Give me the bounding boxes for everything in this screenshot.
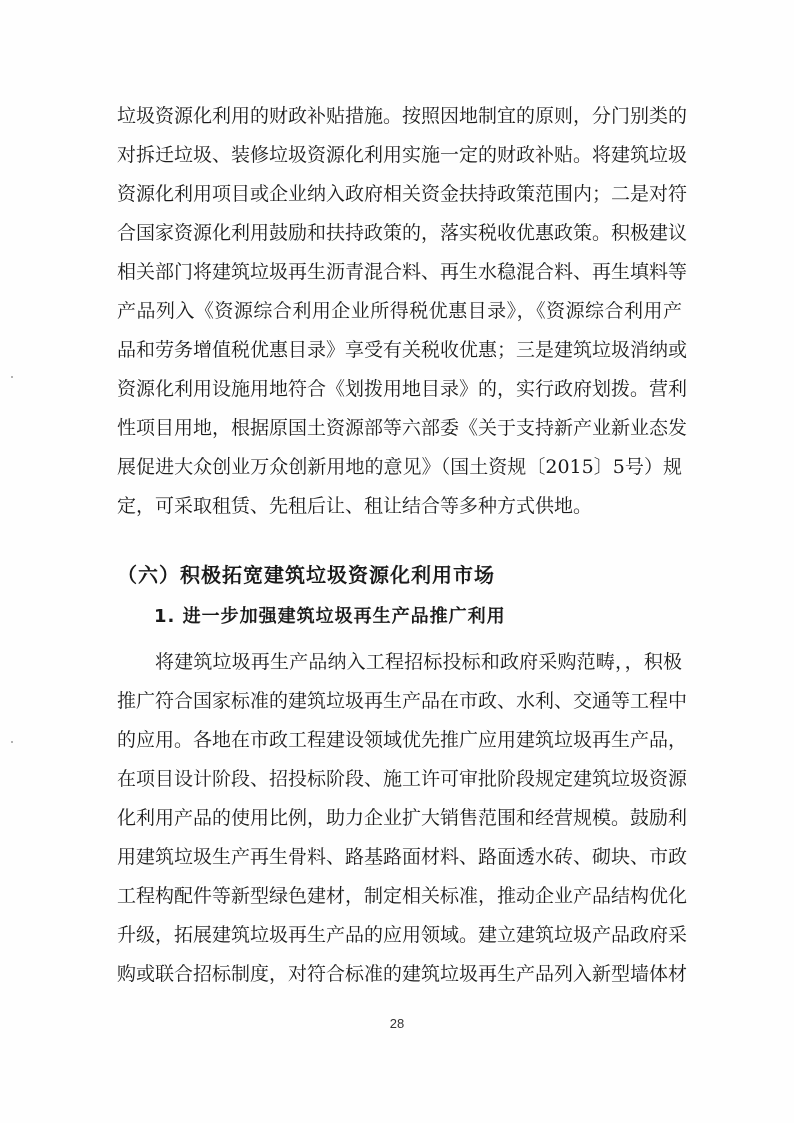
text-line: 合国家资源化利用鼓励和扶持政策的，落实税收优惠政策。积极建议 [117,222,688,244]
paragraph-1 [117,97,688,526]
text-line: 品和劳务增值税优惠目录》享受有关税收优惠；三是建筑垃圾消纳或 [117,339,688,361]
text-line: 用建筑垃圾生产再生骨料、路基路面材料、路面透水砖、砌块、市政 [117,846,688,868]
text-line: 资源化利用项目或企业纳入政府相关资金扶持政策范围内；二是对符 [117,183,688,205]
text-line: 推广符合国家标准的建筑垃圾再生产品在市政、水利、交通等工程中 [117,690,688,712]
text-line: 资源化利用设施用地符合《划拨用地目录》的，实行政府划拨。营利 [117,378,688,400]
section-heading: （六）积极拓宽建筑垃圾资源化利用市场 [117,563,495,587]
text-line: 性项目用地，根据原国土资源部等六部委《关于支持新产业新业态发 [117,417,688,439]
text-line: 相关部门将建筑垃圾再生沥青混合料、再生水稳混合料、再生填料等 [117,261,688,283]
text-line: 的应用。各地在市政工程建设领域优先推广应用建筑垃圾再生产品， [117,729,688,751]
text-line: 将建筑垃圾再生产品纳入工程招标投标和政府采购范畴，，积极 [155,651,682,673]
paragraph-2 [117,643,688,994]
text-line: 对拆迁垃圾、装修垃圾资源化利用实施一定的财政补贴。将建筑垃圾 [117,144,688,166]
scan-speck [11,741,13,743]
text-line: 购或联合招标制度，对符合标准的建筑垃圾再生产品列入新型墙体材 [117,963,688,985]
text-line: 化利用产品的使用比例，助力企业扩大销售范围和经营规模。鼓励利 [117,807,688,829]
text-line: 产品列入《资源综合利用企业所得税优惠目录》，《资源综合利用产 [117,300,682,322]
text-line: 工程构配件等新型绿色建材，制定相关标准，推动企业产品结构优化 [117,885,688,907]
page-number: 28 [389,1016,405,1031]
text-line: 垃圾资源化利用的财政补贴措施。按照因地制宜的原则，分门别类的 [117,105,688,127]
sub-heading: 1. 进一步加强建筑垃圾再生产品推广利用 [154,606,506,627]
scan-speck [11,376,13,378]
text-line: 定，可采取租赁、先租后让、租让结合等多种方式供地。 [117,495,593,517]
text-line: 升级，拓展建筑垃圾再生产品的应用领域。建立建筑垃圾产品政府采 [117,924,688,946]
text-line: 在项目设计阶段、招投标阶段、施工许可审批阶段规定建筑垃圾资源 [117,768,688,790]
text-line: 展促进大众创业万众创新用地的意见》（国土资规〔2015〕5号）规 [117,456,682,478]
